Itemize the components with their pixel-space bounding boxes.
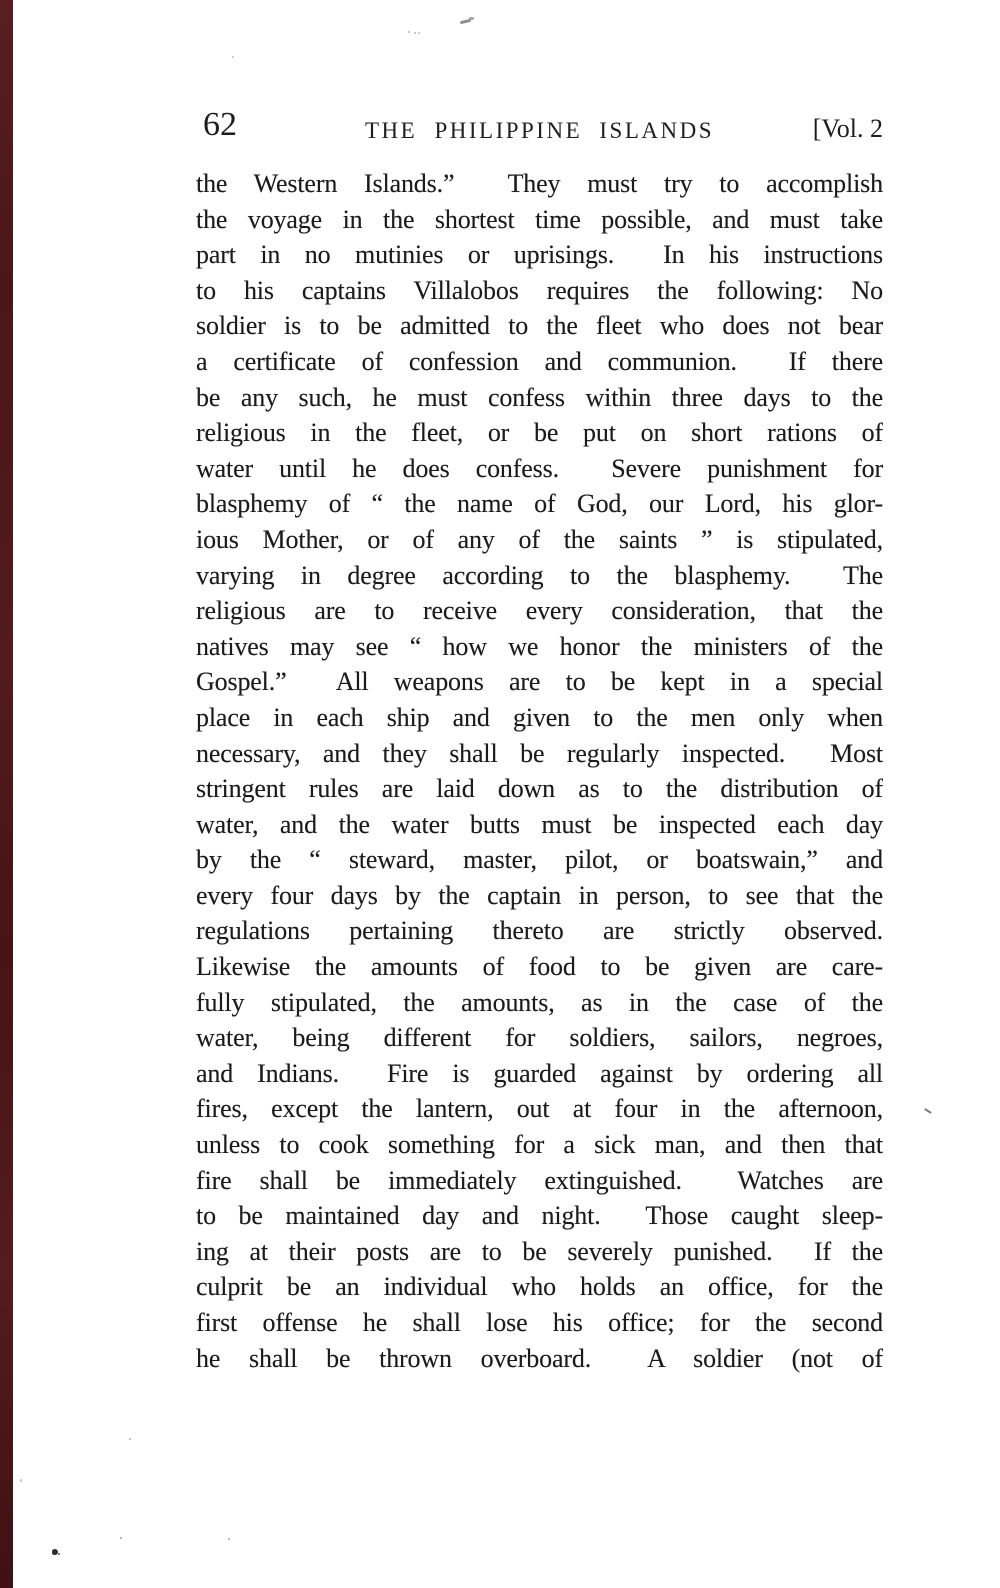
scan-artifact-tick (924, 1108, 932, 1114)
text-line: and Indians. Fire is guarded against by ordering all (196, 1058, 883, 1088)
text-line: water until he does confess. Severe punishment for (196, 453, 883, 483)
scan-artifact-speck (232, 56, 234, 58)
text-line: first offense he shall lose his office; for the second (196, 1308, 883, 1337)
scan-artifact-speck (408, 31, 410, 33)
text-line: to be maintained day and night. Those caught sleep- (196, 1201, 883, 1231)
text-line: place in each ship and given to the men only when (196, 702, 883, 732)
text-line: every four days by the captain in person, to see that the (196, 880, 883, 910)
text-line: the voyage in the shortest time possible, and must take (196, 204, 883, 234)
text-line: blasphemy of “ the name of God, our Lord, his glor- (196, 489, 883, 519)
page-text (196, 166, 883, 1376)
text-line: culprit be an individual who holds an office, for the (196, 1272, 883, 1302)
scan-artifact-speck (129, 1438, 131, 1440)
scan-artifact-speck (120, 1537, 122, 1539)
book-binding-edge (0, 0, 13, 1588)
scan-artifact-speck (20, 1479, 22, 1482)
text-line: water, being different for soldiers, sailors, negroes, (196, 1023, 883, 1053)
running-title: THE PHILIPPINE ISLANDS (365, 118, 714, 143)
volume-label: [Vol. 2 (812, 114, 883, 143)
text-line: to his captains Villalobos requires the following: No (196, 275, 883, 305)
text-line: ious Mother, or of any of the saints ” is stipulated, (196, 524, 883, 554)
text-line: natives may see “ how we honor the ministers of the (196, 631, 883, 661)
page-number: 62 (203, 106, 237, 143)
text-line: varying in degree according to the blasphemy. The (196, 560, 883, 590)
text-line: he shall be thrown overboard. A soldier (not of (196, 1343, 883, 1373)
text-line: soldier is to be admitted to the fleet who does not bear (196, 311, 883, 341)
scan-artifact-squiggle (469, 17, 474, 20)
text-line: stringent rules are laid down as to the distribution of (196, 774, 883, 804)
text-line: part in no mutinies or uprisings. In his instructions (196, 240, 883, 270)
text-line: the Western Islands.” They must try to accomplish (196, 169, 883, 198)
scan-artifact-speck (414, 32, 416, 34)
text-line: be any such, he must confess within three days to the (196, 382, 883, 412)
text-line: necessary, and they shall be regularly inspected. Most (196, 738, 883, 768)
text-line: unless to cook something for a sick man, and then that (196, 1130, 883, 1160)
text-line: religious are to receive every consideration, that the (196, 596, 883, 626)
text-line: water, and the water butts must be inspected each day (196, 809, 883, 839)
text-line: fully stipulated, the amounts, as in the case of the (196, 987, 883, 1017)
text-line: Likewise the amounts of food to be given are care- (196, 952, 883, 982)
scan-artifact-speck (228, 1538, 230, 1540)
page-header (196, 100, 883, 148)
text-line: regulations pertaining thereto are strictly observed. (196, 916, 883, 946)
text-line: Gospel.” All weapons are to be kept in a special (196, 667, 883, 697)
scan-artifact-speck (418, 32, 420, 34)
text-line: a certificate of confession and communion. If there (196, 346, 883, 376)
scan-artifact-speck (58, 1553, 60, 1555)
text-line: by the “ steward, master, pilot, or boatswain,” and (196, 845, 883, 875)
text-line: ing at their posts are to be severely punished. If the (196, 1236, 883, 1266)
text-line: fire shall be immediately extinguished. Watches are (196, 1165, 883, 1195)
text-line: fires, except the lantern, out at four in the afternoon, (196, 1094, 883, 1124)
text-line: religious in the fleet, or be put on short rations of (196, 418, 883, 448)
